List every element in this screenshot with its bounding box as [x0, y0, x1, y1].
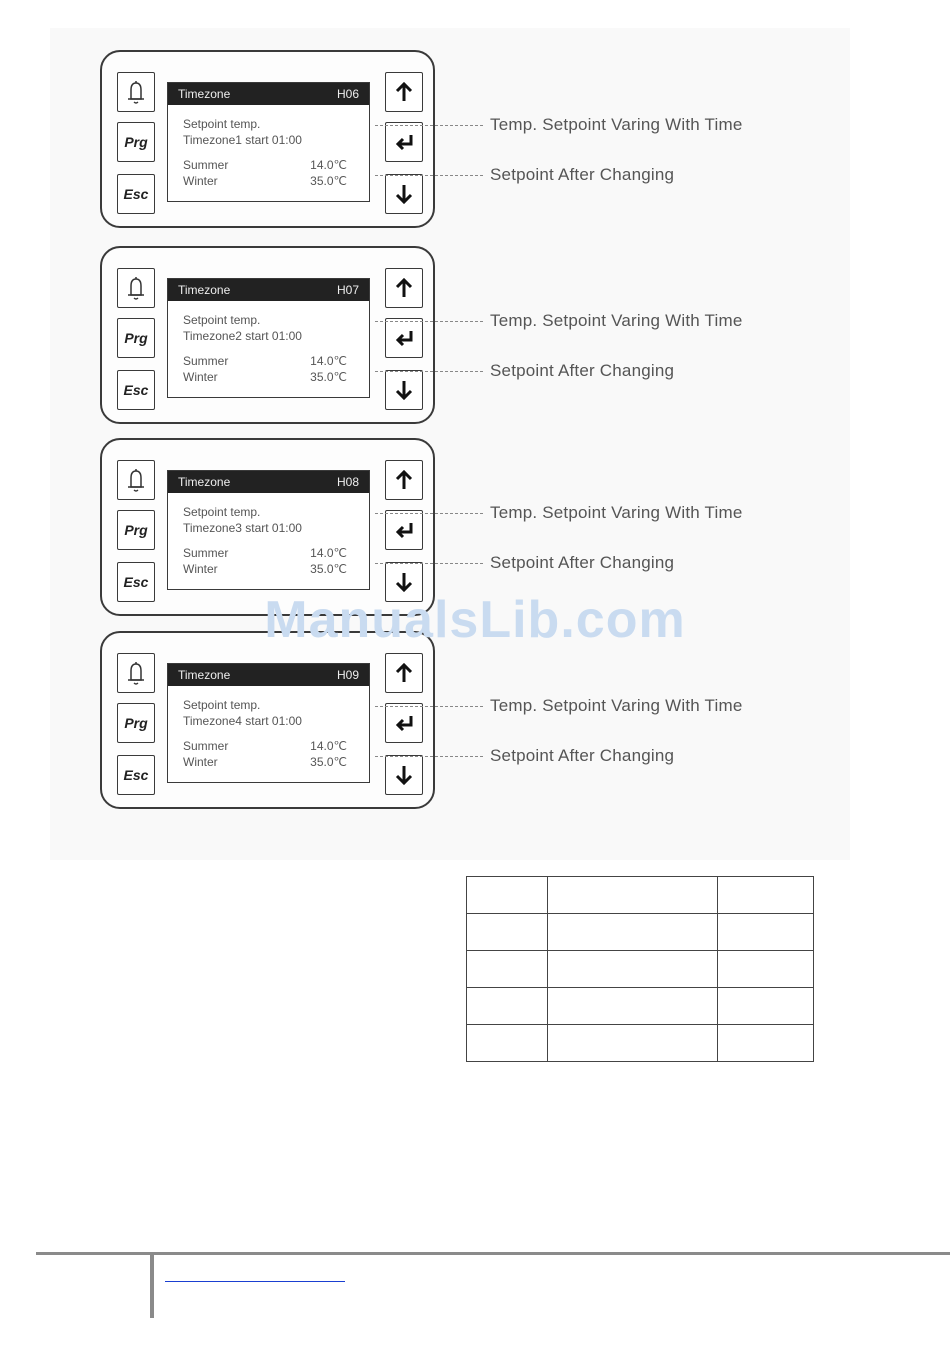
callout-leader-top — [375, 513, 483, 514]
table-cell — [467, 951, 548, 988]
device-panel-4 — [0, 631, 950, 815]
callout-setpoint-after: Setpoint After Changing — [490, 553, 675, 572]
arrow-down-icon — [394, 379, 414, 401]
callout-setpoint-varying: Temp. Setpoint Varing With Time — [490, 115, 743, 134]
enter-icon — [393, 520, 415, 540]
callout-leader-top — [375, 125, 483, 126]
esc-label: Esc — [123, 382, 149, 398]
prg-button[interactable] — [117, 510, 155, 550]
timezone-start: Timezone4 start 01:00 — [183, 714, 302, 728]
summer-value: 14.0℃ — [310, 158, 347, 172]
timezone-start: Timezone3 start 01:00 — [183, 521, 302, 535]
controller-device — [100, 631, 435, 809]
table-cell — [547, 988, 718, 1025]
esc-label: Esc — [123, 186, 149, 202]
callout-setpoint-varying: Temp. Setpoint Varing With Time — [490, 696, 743, 715]
screen-title: Timezone — [178, 87, 231, 101]
esc-button[interactable] — [117, 370, 155, 410]
summer-label: Summer — [183, 546, 229, 560]
enter-icon — [393, 713, 415, 733]
alarm-bell-icon — [124, 467, 148, 493]
lcd-screen — [167, 278, 370, 398]
winter-label: Winter — [183, 370, 218, 384]
enter-button[interactable] — [385, 703, 423, 743]
screen-title: Timezone — [178, 475, 231, 489]
callout-leader-top — [375, 706, 483, 707]
callout-leader-bottom — [375, 175, 483, 176]
callout-setpoint-varying: Temp. Setpoint Varing With Time — [490, 503, 743, 522]
footer-divider — [150, 1255, 154, 1318]
up-button[interactable] — [385, 72, 423, 112]
enter-button[interactable] — [385, 122, 423, 162]
screen-header — [168, 471, 369, 493]
timezone-start: Timezone2 start 01:00 — [183, 329, 302, 343]
up-button[interactable] — [385, 460, 423, 500]
winter-value: 35.0℃ — [310, 755, 347, 769]
esc-button[interactable] — [117, 755, 155, 795]
callout-leader-bottom — [375, 371, 483, 372]
winter-label: Winter — [183, 562, 218, 576]
table-cell — [547, 1025, 718, 1062]
up-button[interactable] — [385, 268, 423, 308]
table-cell — [547, 951, 718, 988]
winter-label: Winter — [183, 174, 218, 188]
winter-value: 35.0℃ — [310, 370, 347, 384]
table-cell — [467, 914, 548, 951]
down-button[interactable] — [385, 370, 423, 410]
setpoint-label: Setpoint temp. — [183, 505, 261, 519]
controller-device — [100, 50, 435, 228]
callout-setpoint-after: Setpoint After Changing — [490, 746, 675, 765]
table-row — [467, 951, 814, 988]
esc-button[interactable] — [117, 174, 155, 214]
callout-setpoint-after: Setpoint After Changing — [490, 361, 675, 380]
table-cell — [718, 914, 814, 951]
table-cell — [718, 877, 814, 914]
footer-rule — [36, 1252, 950, 1255]
empty-table — [466, 876, 814, 1062]
parameter-code: H09 — [336, 668, 359, 682]
prg-label: Prg — [124, 522, 148, 538]
arrow-up-icon — [394, 662, 414, 684]
lcd-screen — [167, 470, 370, 590]
table-cell — [467, 988, 548, 1025]
prg-label: Prg — [124, 330, 148, 346]
summer-value: 14.0℃ — [310, 354, 347, 368]
setpoint-label: Setpoint temp. — [183, 698, 261, 712]
table-cell — [467, 1025, 548, 1062]
arrow-down-icon — [394, 764, 414, 786]
table-cell — [547, 914, 718, 951]
callout-leader-bottom — [375, 756, 483, 757]
alarm-button[interactable] — [117, 268, 155, 308]
setpoint-label: Setpoint temp. — [183, 313, 261, 327]
prg-button[interactable] — [117, 122, 155, 162]
prg-button[interactable] — [117, 318, 155, 358]
callout-leader-bottom — [375, 563, 483, 564]
table-row — [467, 988, 814, 1025]
prg-button[interactable] — [117, 703, 155, 743]
table-cell — [718, 988, 814, 1025]
table-row — [467, 914, 814, 951]
screen-title: Timezone — [178, 283, 231, 297]
lcd-screen — [167, 82, 370, 202]
esc-label: Esc — [123, 767, 149, 783]
controller-device — [100, 246, 435, 424]
table-cell — [467, 877, 548, 914]
screen-header — [168, 664, 369, 686]
alarm-button[interactable] — [117, 72, 155, 112]
arrow-up-icon — [394, 277, 414, 299]
arrow-down-icon — [394, 183, 414, 205]
winter-label: Winter — [183, 755, 218, 769]
table-cell — [547, 877, 718, 914]
down-button[interactable] — [385, 174, 423, 214]
prg-label: Prg — [124, 134, 148, 150]
device-panel-1 — [0, 50, 950, 234]
footer-link[interactable] — [165, 1281, 345, 1282]
screen-header — [168, 83, 369, 105]
summer-label: Summer — [183, 739, 229, 753]
alarm-button[interactable] — [117, 653, 155, 693]
alarm-bell-icon — [124, 79, 148, 105]
lcd-screen — [167, 663, 370, 783]
summer-label: Summer — [183, 158, 229, 172]
table-cell — [718, 1025, 814, 1062]
down-button[interactable] — [385, 755, 423, 795]
up-button[interactable] — [385, 653, 423, 693]
parameter-code: H07 — [336, 283, 359, 297]
table-row — [467, 1025, 814, 1062]
winter-value: 35.0℃ — [310, 174, 347, 188]
enter-icon — [393, 132, 415, 152]
esc-label: Esc — [123, 574, 149, 590]
prg-label: Prg — [124, 715, 148, 731]
device-panel-2 — [0, 246, 950, 430]
enter-icon — [393, 328, 415, 348]
screen-header — [168, 279, 369, 301]
parameter-code: H08 — [336, 475, 359, 489]
alarm-bell-icon — [124, 275, 148, 301]
callout-leader-top — [375, 321, 483, 322]
table-cell — [718, 951, 814, 988]
arrow-up-icon — [394, 469, 414, 491]
enter-button[interactable] — [385, 510, 423, 550]
callout-setpoint-after: Setpoint After Changing — [490, 165, 675, 184]
summer-value: 14.0℃ — [310, 546, 347, 560]
summer-label: Summer — [183, 354, 229, 368]
winter-value: 35.0℃ — [310, 562, 347, 576]
parameter-code: H06 — [336, 87, 359, 101]
timezone-start: Timezone1 start 01:00 — [183, 133, 302, 147]
arrow-up-icon — [394, 81, 414, 103]
table-row — [467, 877, 814, 914]
alarm-button[interactable] — [117, 460, 155, 500]
alarm-bell-icon — [124, 660, 148, 686]
callout-setpoint-varying: Temp. Setpoint Varing With Time — [490, 311, 743, 330]
screen-title: Timezone — [178, 668, 231, 682]
enter-button[interactable] — [385, 318, 423, 358]
watermark: ManualsLib.com — [264, 591, 686, 649]
summer-value: 14.0℃ — [310, 739, 347, 753]
setpoint-label: Setpoint temp. — [183, 117, 261, 131]
